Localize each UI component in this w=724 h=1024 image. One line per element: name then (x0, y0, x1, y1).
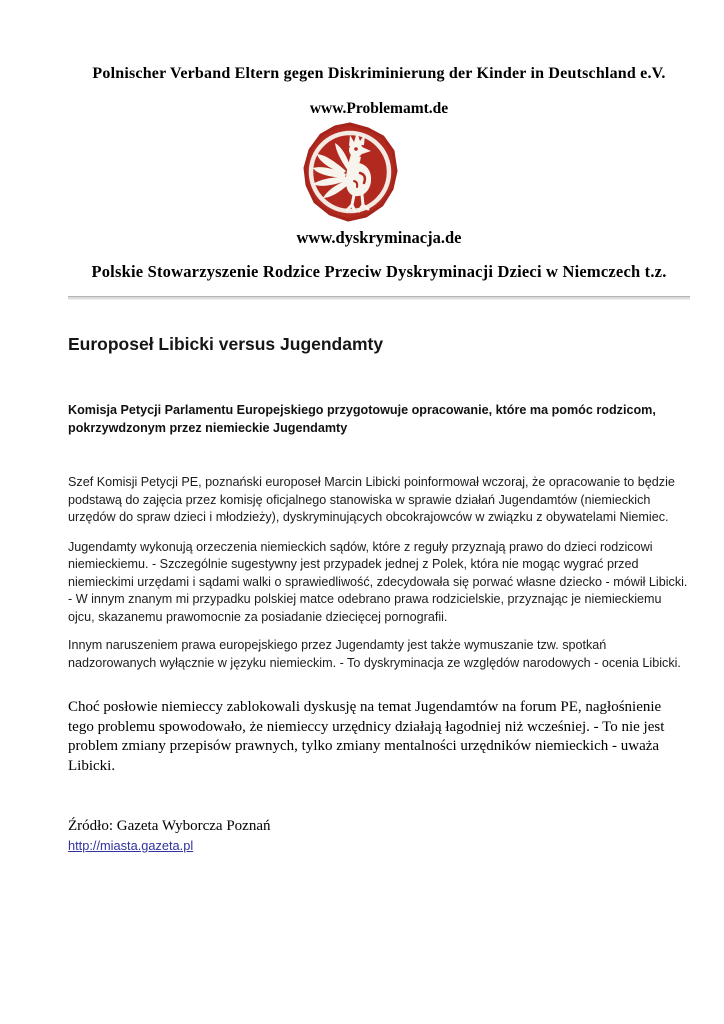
dyskryminacja-url-text: www.dyskryminacja.de (296, 228, 462, 247)
article-closing-paragraph: Choć posłowie niemieccy zablokowali dyskusję na temat Jugendamtów na forum PE, nagłośnienie tego problemu spowodowało, że niemieccy urzędnicy działają łagodniej niż wcześniej. - To nie jest problem zmiany przepisów prawnych, tylko zmiany mentalności urzędników niemieckich - uważa Libicki. (68, 699, 665, 774)
article-title: Europoseł Libicki versus Jugendamty (68, 334, 384, 354)
document-header (68, 64, 690, 300)
problemamt-url-text: www.Problemamt.de (309, 100, 449, 117)
article-paragraph-3: Innym naruszeniem prawa europejskiego przez Jugendamty jest także wymuszanie tzw. spotkań nadzorowanych wyłącznie w języku niemieckim. - To dyskryminacja ze względów narodowych - ocenia Libicki. (68, 638, 681, 670)
stamp-logo (68, 121, 690, 224)
article-lead: Komisja Petycji Parlamentu Europejskiego przygotowuje opracowanie, które ma pomóc rodzicom, pokrzywdzonym przez niemieckie Jugendamty (68, 403, 656, 435)
rooster-stamp-icon (302, 121, 398, 223)
article-paragraph-2: Jugendamty wykonują orzeczenia niemieckich sądów, które z reguły przyznają prawo do dzieci rodzicowi niemieckiemu. - Szczególnie sugestywny jest przypadek jednej z Polek, która nie mogąc wygrać przed niemieckimi urzędami i sądami walki o sprawiedliwość, zdecydowała się porwać własne dziecko - mówił Libicki. - W innym znanym mi przypadku polskiej matce odebrano prawa rodzicielskie, przyznając je niemieckiemu ojcu, skazanemu prawomocnie za posiadanie dziecięcej pornografii. (68, 539, 688, 624)
document-content (68, 64, 690, 855)
header-divider (68, 296, 690, 300)
source-line: Źródło: Gazeta Wyborcza Poznań (68, 818, 271, 834)
article-paragraph-1: Szef Komisji Petycji PE, poznański europoseł Marcin Libicki poinformował wczoraj, że opracowanie to będzie podstawą do zajęcia przez komisję oficjalnego stanowiska w sprawie działań Jugendamtów (niemieckich urzędów do spraw dzieci i młodzieży), dyskryminujących obcokrajowców w związku z obywatelami Niemiec. (68, 475, 675, 524)
org-name-german: Polnischer Verband Eltern gegen Diskriminierung der Kinder in Deutschland e.V. (92, 65, 666, 82)
org-name-polish: Polskie Stowarzyszenie Rodzice Przeciw Dyskryminacji Dzieci w Niemczech t.z. (91, 262, 667, 281)
article (68, 333, 690, 855)
source-link[interactable]: http://miasta.gazeta.pl (68, 838, 194, 853)
